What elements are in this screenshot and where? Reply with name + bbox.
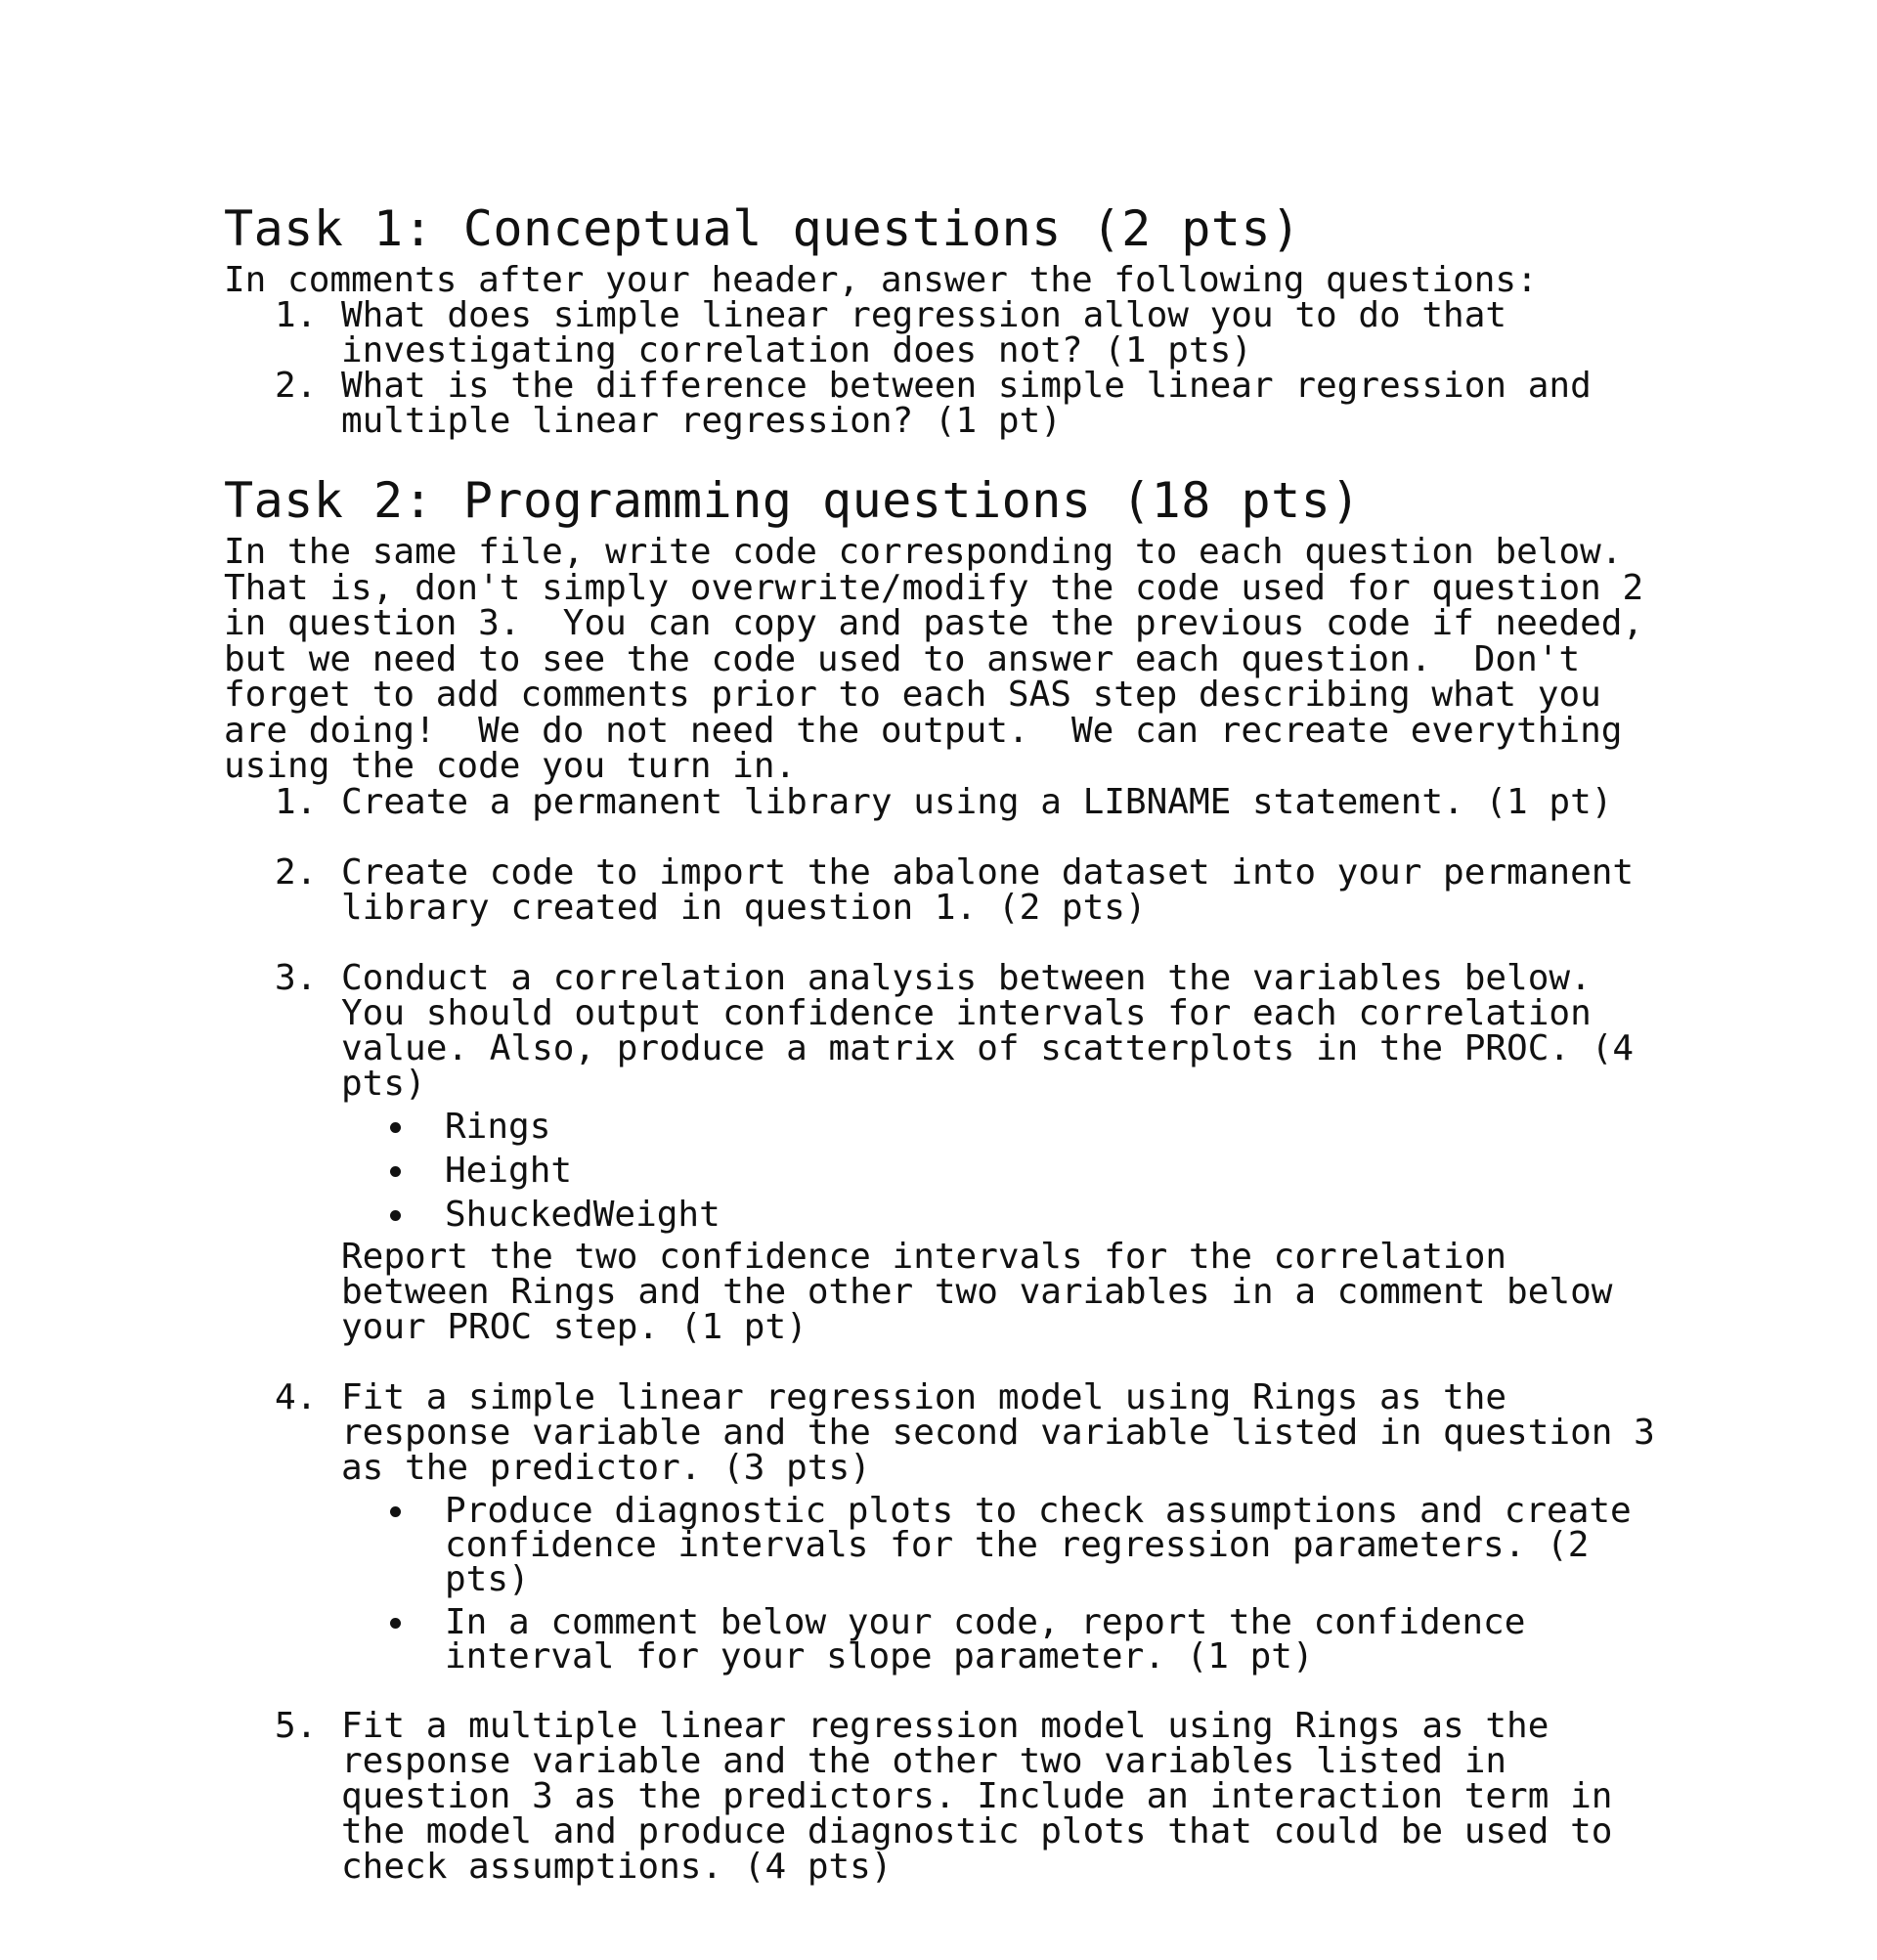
bullet-text: ShuckedWeight bbox=[445, 1194, 720, 1235]
question-number: 2. bbox=[275, 851, 318, 893]
question-text: Fit a multiple linear regression model using Rings as the response variable and the other two variables listed in question 3 as the predictors. Include an interaction term in the model and produce diagnostic plots that could be used to check assumptions. (4 pts) bbox=[341, 1705, 1613, 1887]
question-text: What does simple linear regression allow you to do that investigating correlation does not? (1 pts) bbox=[341, 295, 1507, 370]
assignment-document bbox=[224, 200, 1671, 1920]
question-text: Create code to import the abalone dataset into your permanent library created in question 1. (2 pts) bbox=[341, 851, 1635, 928]
task2-intro: In the same file, write code corresponding to each question below. That is, don't simply overwrite/modify the code used for question 2 in question 3. You can copy and paste the previous code if needed, but we need to see the code used to answer each question. Don't forget to add comments prior to each SAS step describing what you are doing! We do not need the output. We can recreate everything using the code you turn in. bbox=[224, 532, 1665, 786]
bullet-item bbox=[341, 1194, 1671, 1235]
task2-question-3 bbox=[224, 957, 1671, 1347]
bullet-icon bbox=[390, 1618, 401, 1629]
subtask-bullet-list bbox=[341, 1490, 1671, 1677]
task2-question-list bbox=[224, 781, 1671, 1887]
variable-bullet-list bbox=[341, 1106, 1671, 1235]
question-number: 5. bbox=[275, 1705, 318, 1746]
bullet-icon bbox=[390, 1166, 401, 1177]
question-number: 4. bbox=[275, 1376, 318, 1417]
task2-question-2 bbox=[224, 851, 1671, 928]
task1-question-2 bbox=[224, 366, 1671, 441]
question-text: What is the difference between simple linear regression and multiple linear regression? (1 pt) bbox=[341, 366, 1592, 441]
bullet-icon bbox=[390, 1210, 401, 1221]
bullet-item bbox=[341, 1150, 1671, 1191]
bullet-item bbox=[341, 1106, 1671, 1147]
bullet-icon bbox=[390, 1506, 401, 1517]
task2-heading: Task 2: Programming questions (18 pts) bbox=[224, 472, 1361, 529]
task1-heading: Task 1: Conceptual questions (2 pts) bbox=[224, 200, 1301, 257]
question-number: 2. bbox=[275, 366, 318, 406]
task2-question-1 bbox=[224, 781, 1671, 822]
task1-question-1 bbox=[224, 295, 1671, 370]
bullet-icon bbox=[390, 1122, 401, 1133]
bullet-item bbox=[341, 1490, 1671, 1599]
bullet-text: In a comment below your code, report the confidence interval for your slope parameter. (1 pt) bbox=[445, 1601, 1526, 1677]
question-number: 1. bbox=[275, 781, 318, 822]
task2-question-5 bbox=[224, 1705, 1671, 1887]
question-text: Create a permanent library using a LIBNAME statement. (1 pt) bbox=[341, 781, 1613, 822]
task2-question-4 bbox=[224, 1376, 1671, 1677]
bullet-text: Produce diagnostic plots to check assumptions and create confidence intervals for the regression parameters. (2 pts) bbox=[445, 1490, 1632, 1599]
question-followup-text: Report the two confidence intervals for the correlation between Rings and the other two variables in a comment below your PROC step. (1 pt) bbox=[341, 1236, 1613, 1347]
question-text: Fit a simple linear regression model using Rings as the response variable and the second variable listed in question 3 as the predictor. (3 pts) bbox=[341, 1376, 1655, 1488]
task1-intro: In comments after your header, answer the following questions: bbox=[224, 260, 1538, 300]
bullet-item bbox=[341, 1601, 1671, 1677]
bullet-text: Height bbox=[445, 1150, 573, 1191]
question-number: 1. bbox=[275, 295, 318, 335]
task1-question-list bbox=[224, 295, 1671, 441]
bullet-text: Rings bbox=[445, 1106, 551, 1147]
question-number: 3. bbox=[275, 957, 318, 998]
question-text: Conduct a correlation analysis between the variables below. You should output confidence intervals for each correlation value. Also, produce a matrix of scatterplots in the PROC. (4 pts) bbox=[341, 957, 1635, 1104]
